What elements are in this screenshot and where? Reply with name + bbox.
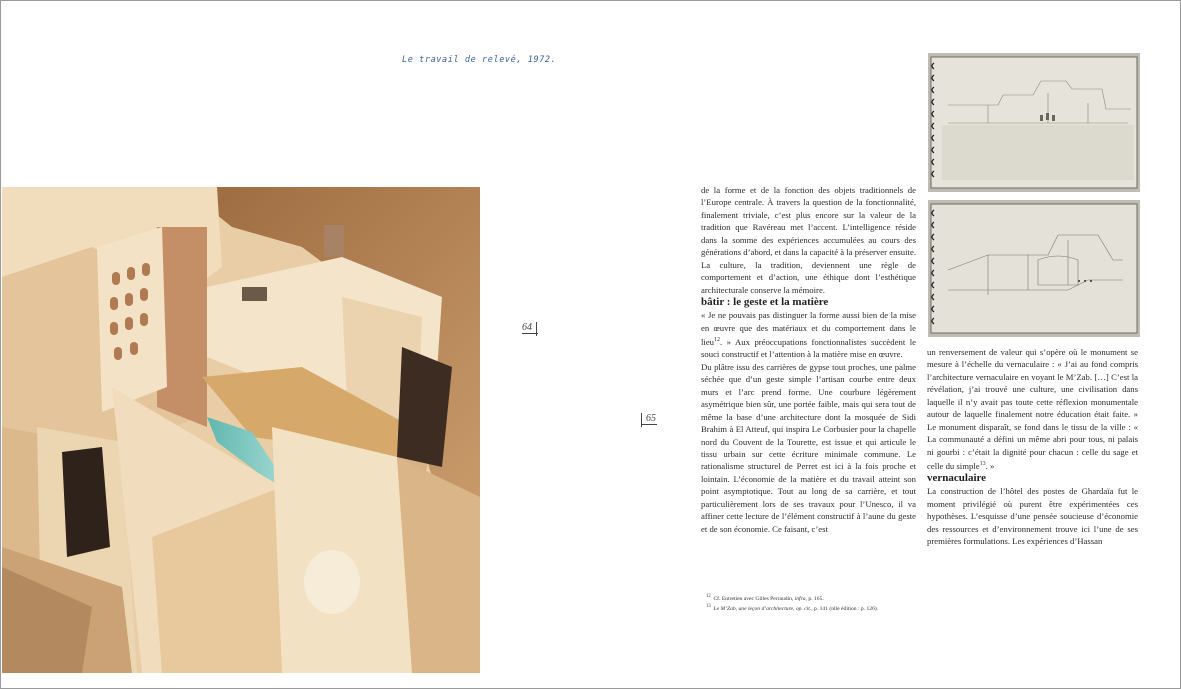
section-heading: vernaculaire: [927, 472, 987, 485]
paragraph: [701, 309, 916, 361]
paragraph: Du plâtre issu des carrières de gypse tout proches, une palme séchée que d’un geste simple l’artisan courbe entre deux murs et l’arc prend forme. Une courbure légèrement asymétrique bien sûr, une portée faible, mais qui sera tout de même la base d’une architecture dont la mosquée de Sidi Brahim à El Atteuf, qui inspira Le Corbusier pour la chapelle nord du Couvent de la Tourette, est issue et qui articule le tissu urbain sur cette écriture minimale commune. Le rationalisme structurel de Perret est ici à la fois proche et lointain. L’économie de la matière et du travail atteint son point asymptotique. Tout au long de sa carrière, et tout particulièrement lors de ses travaux pour l’Unesco, il va affiner cette lecture de l’élément constructif à l’aune du geste et de son économie. Ce faisant, c’est: [701, 361, 916, 534]
paragraph: de la forme et de la fonction des objets traditionnels de l’Europe centrale. À travers la question de la fonctionnalité, finalement triviale, c’est plus encore sur la valeur de la tradition que Ravéreau met l’accent. L’intelligence réside dans la somme des expériences accumulées au cours des générations d’abord, et dans la capacité à la préserver ensuite. La culture, la tradition, deviennent une règle de comportement et d’action, une éthique dont l’esthétique architecturale conserve la mémoire.: [701, 185, 916, 295]
paragraph-text: « Je ne pouvais pas distinguer la forme aussi bien de la mise en œuvre que des matériaux et du comportement dans le lieu: [701, 310, 916, 347]
footnote: [706, 593, 936, 603]
footnote-text-italic: Le M’Zab, une leçon d’architecture, op. cit.: [713, 605, 812, 612]
text-column-1: [701, 184, 916, 535]
footnote-text-italic: infra: [794, 595, 806, 602]
footnote-ref: 12: [714, 336, 721, 343]
footnote: [706, 603, 936, 613]
figure-caption: Le travail de relevé, 1972.: [402, 55, 557, 65]
section-heading: bâtir : le geste et la matière: [701, 296, 829, 309]
paragraph: La construction de l’hôtel des postes de Ghardaïa fut le moment privilégié où purent être expérimentées ces hypothèses. L’esquisse d’une pensée soucieuse d’économie des ressources et d’environnement trouve ici l’une de ses premières formulations. Les expériences d’Hassan: [927, 486, 1138, 547]
footnote-text: , p. 165.: [805, 595, 824, 602]
sketchbook-image-2: [928, 200, 1140, 337]
footnote-number: 13: [706, 603, 711, 609]
paragraph: [927, 346, 1138, 472]
page-mark-rule: [641, 424, 657, 425]
footnote-ref: 13: [979, 461, 986, 468]
page-number-right-text: 65: [646, 413, 656, 424]
sketchbook-image-1: [928, 53, 1140, 192]
page-number-left-text: 64: [522, 322, 532, 333]
paragraph-text: un renversement de valeur qui s’opère où le monument se mesure à l’échelle du vernaculaire : « J’ai au fond compris l’architecture vernaculaire en voyant le M’Zab. […] C’est la révélation, j’ai trouvé une culture, une civilisation dans laquelle il n’y avait pas toute cette réflexion monumentale autour de laquelle finalement notre éducation était faite. » Le monument disparaît, se fond dans le tissu de la ville : « La communauté a défini un même abri pour tous, ni palais ni gourbi : c’était la dignité pour chacun : celle du sage et celle du simple: [927, 347, 1138, 471]
footnotes: [706, 593, 936, 613]
paragraph-text: . » Aux préoccupations fonctionnalistes succèdent le souci constructif et l’attention à la matière mise en œuvre.: [701, 336, 916, 360]
architecture-photo: [2, 187, 480, 673]
text-column-2: [927, 346, 1138, 548]
footnote-text: , p. 141 (nlle édition : p. 126).: [811, 605, 879, 612]
paragraph-text: . »: [985, 460, 995, 471]
footnote-number: 12: [706, 594, 711, 599]
page-mark-rule: [522, 333, 538, 334]
footnote-text: Cf. Entretien avec Gilles Perraudin,: [713, 595, 795, 602]
